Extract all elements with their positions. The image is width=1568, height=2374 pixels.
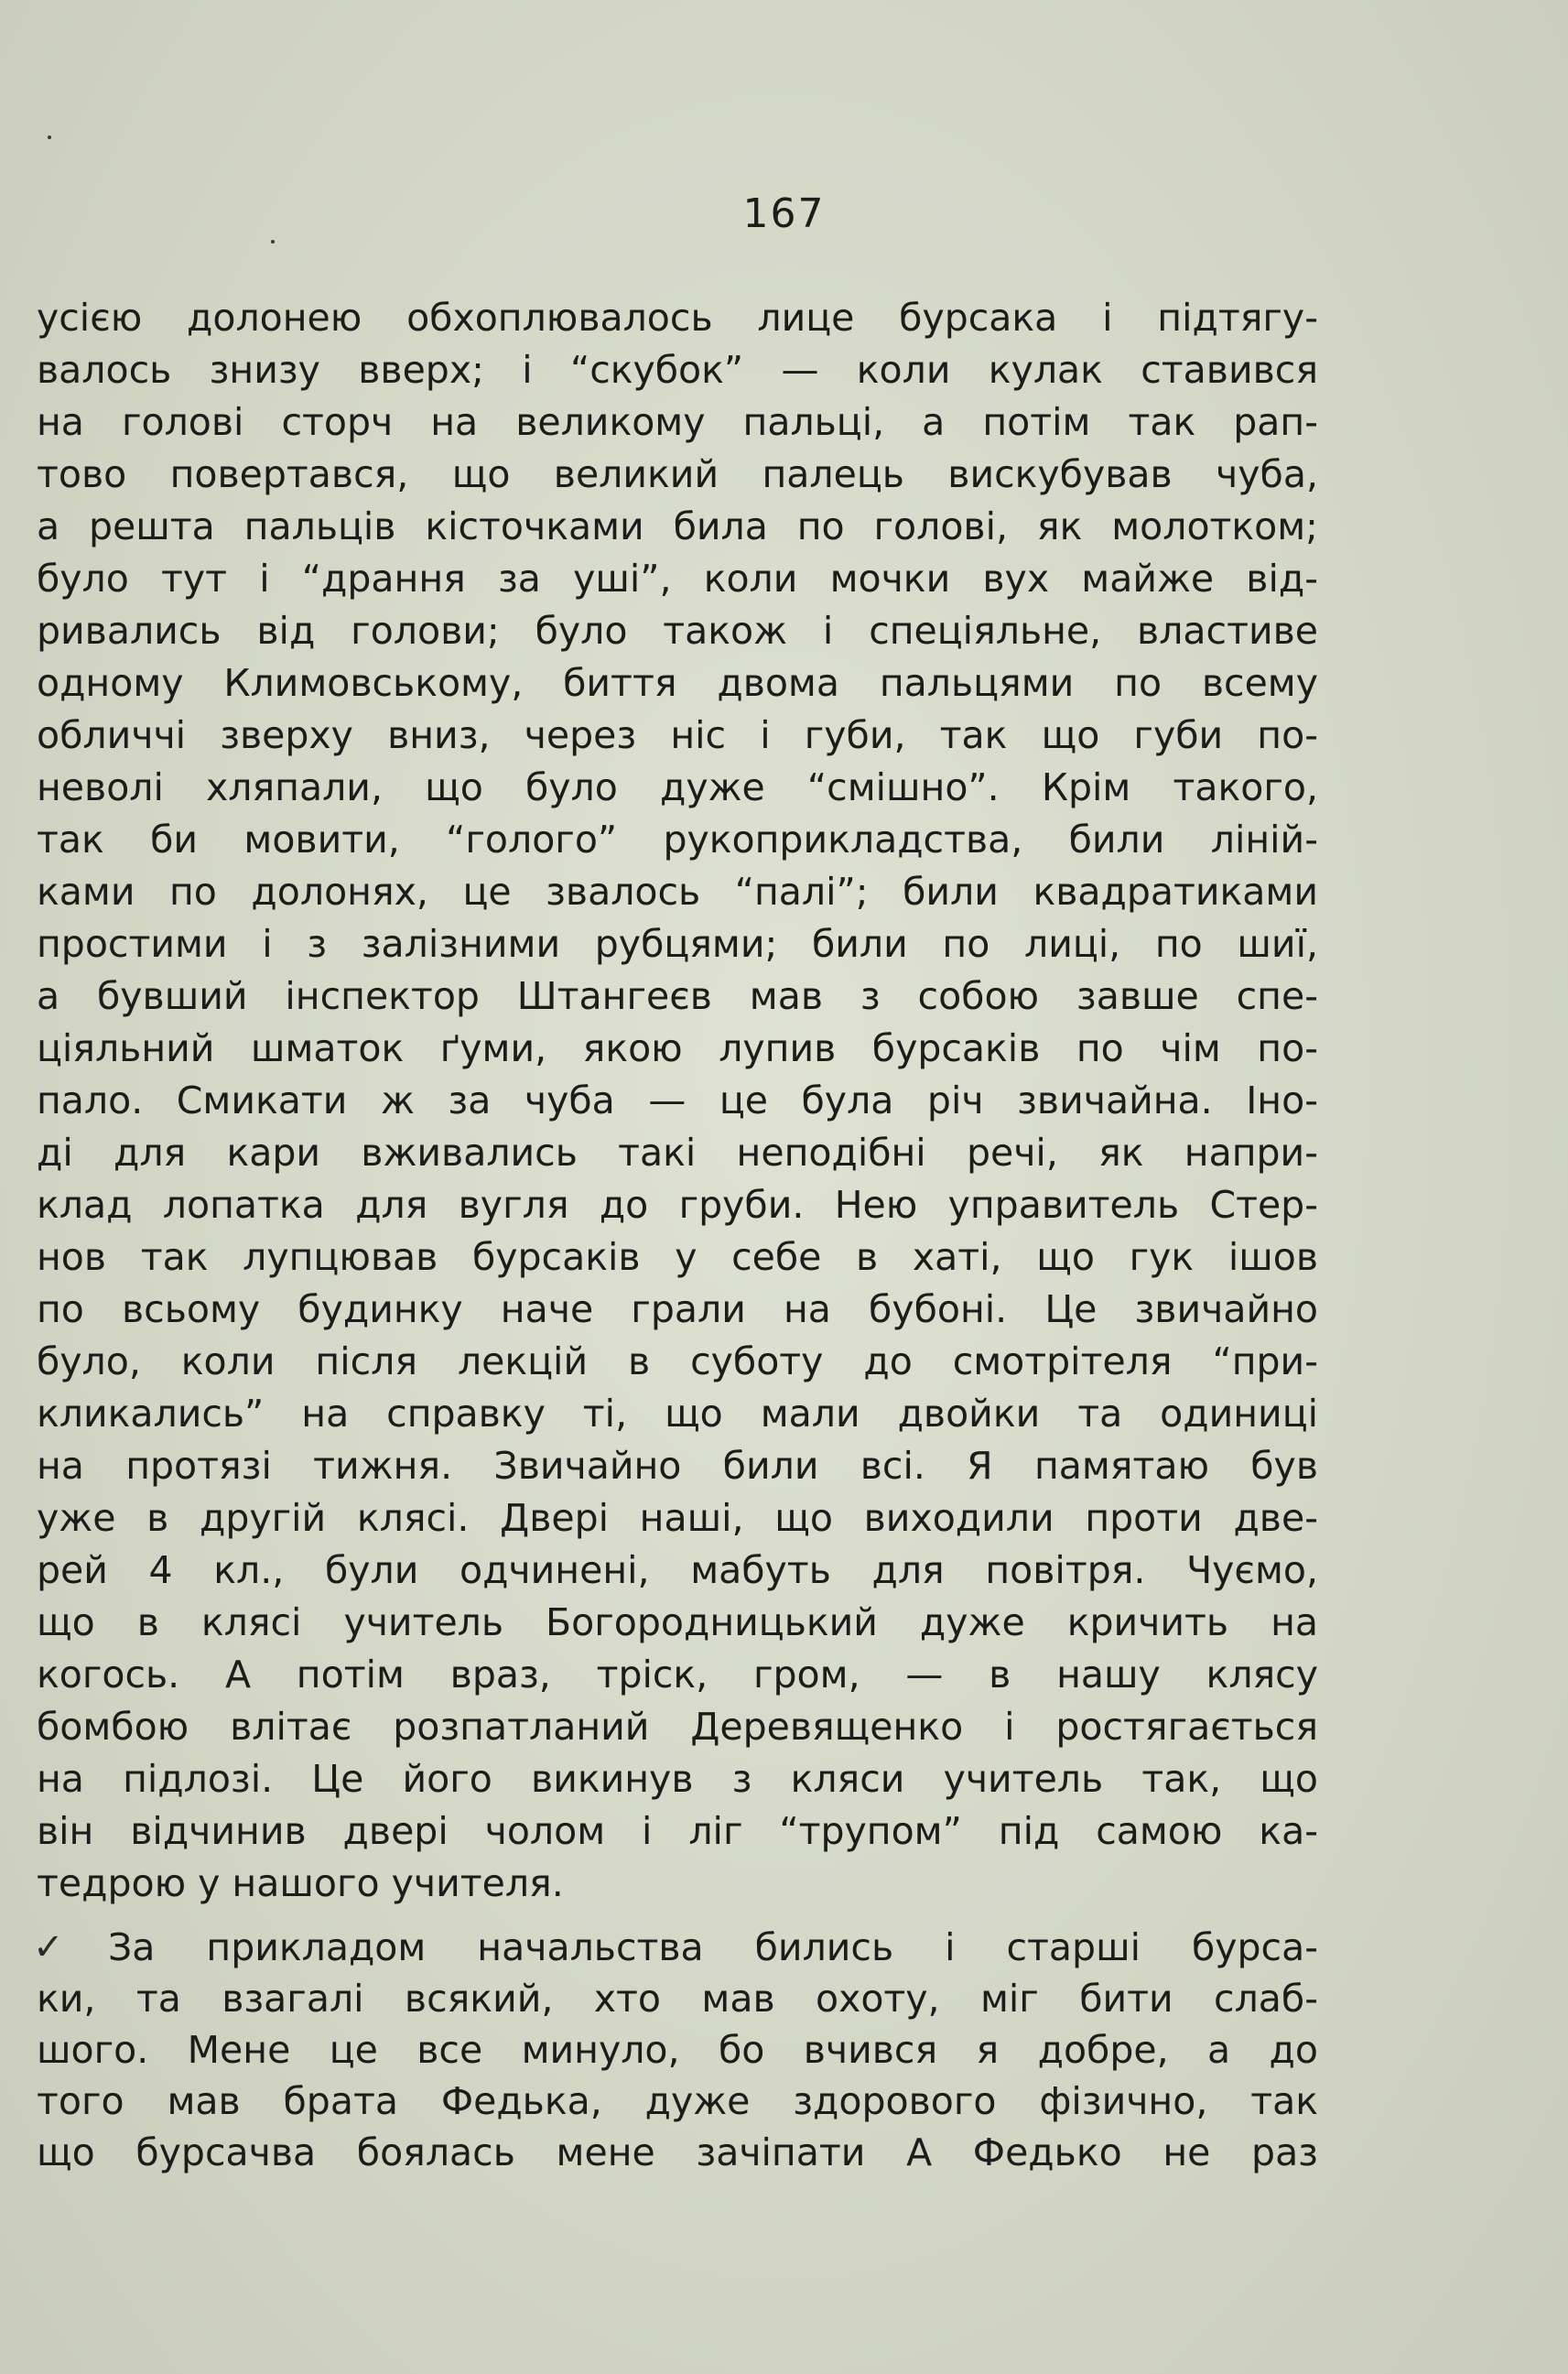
text-line: а решта пальців кісточками била по голові, як молотком; [37,504,1318,548]
text-line: так би мовити, “голого” рукоприкладства, били ліній- [37,818,1318,862]
text-line: що в клясі учитель Богородницький дуже кричить на [37,1600,1318,1644]
text-line: тедрою у нашого учителя. [37,1861,564,1905]
text-line: того мав брата Федька, дуже здорового фізично, так [37,2079,1318,2123]
text-line: клад лопатка для вугля до груби. Нею управитель Стер- [37,1183,1318,1227]
text-line: пало. Смикати ж за чуба — це була річ звичайна. Іно- [37,1079,1318,1122]
text-line: ривались від голови; було також і спеціяльне, властиве [37,609,1318,653]
text-line: кликались” на справку ті, що мали двойки та одиниці [37,1392,1318,1436]
text-line: по всьому будинку наче грали на бубоні. Це звичайно [37,1287,1318,1331]
ink-speck [271,240,275,244]
page-number: 167 [742,190,826,237]
text-line: було, коли після лекцій в суботу до смотрітеля “при- [37,1339,1318,1383]
text-line: нов так лупцював бурсаків у себе в хаті, що гук ішов [37,1235,1318,1279]
text-line: ки, та взагалі всякий, хто мав охоту, міг бити слаб- [37,1977,1318,2021]
text-line: на підлозі. Це його викинув з кляси учитель так, що [37,1757,1318,1801]
text-line: валось знизу вверх; і “скубок” — коли кулак ставився [37,348,1318,392]
text-line: ціяльний шматок ґуми, якою лупив бурсаків по чім по- [37,1026,1318,1070]
check-mark-icon: ✓ [33,1926,64,1968]
text-line: що бурсачва боялась мене зачіпати А Федько не раз [37,2130,1318,2174]
text-line: на протязі тижня. Звичайно били всі. Я памятаю був [37,1444,1318,1488]
text-line: За прикладом начальства бились і старші бурса- [108,1925,1318,1969]
text-line: а бувший інспектор Штангеєв мав з собою завше спе- [37,974,1318,1018]
text-line: тово повертався, що великий палець вискубував чуба, [37,452,1318,496]
text-line: когось. А потім враз, тріск, гром, — в нашу клясу [37,1653,1318,1696]
text-line: бомбою влітає розпатланий Деревященко і ростягається [37,1705,1318,1749]
text-line: було тут і “драння за уші”, коли мочки вух майже від- [37,557,1318,601]
text-line: неволі хляпали, що було дуже “смішно”. Крім такого, [37,765,1318,809]
text-line: рей 4 кл., були одчинені, мабуть для повітря. Чуємо, [37,1548,1318,1592]
text-line: шого. Мене це все минуло, бо вчився я добре, а до [37,2028,1318,2072]
text-line: простими і з залізними рубцями; били по лиці, по шиї, [37,922,1318,966]
text-line: ді для кари вживались такі неподібні речі, як напри- [37,1131,1318,1175]
text-line: усією долонею обхоплювалось лице бурсака і підтягу- [37,296,1318,340]
text-line: одному Климовському, биття двома пальцями по всему [37,661,1318,705]
text-line: він відчинив двері чолом і ліг “трупом” під самою ка- [37,1809,1318,1853]
ink-speck [48,136,51,139]
text-line: обличчі зверху вниз, через ніс і губи, так що губи по- [37,713,1318,757]
text-line: на голові сторч на великому пальці, а потім так рап- [37,400,1318,444]
text-line: ками по долонях, це звалось “палі”; били квадратиками [37,870,1318,914]
text-line: уже в другій клясі. Двері наші, що виходили проти две- [37,1496,1318,1540]
